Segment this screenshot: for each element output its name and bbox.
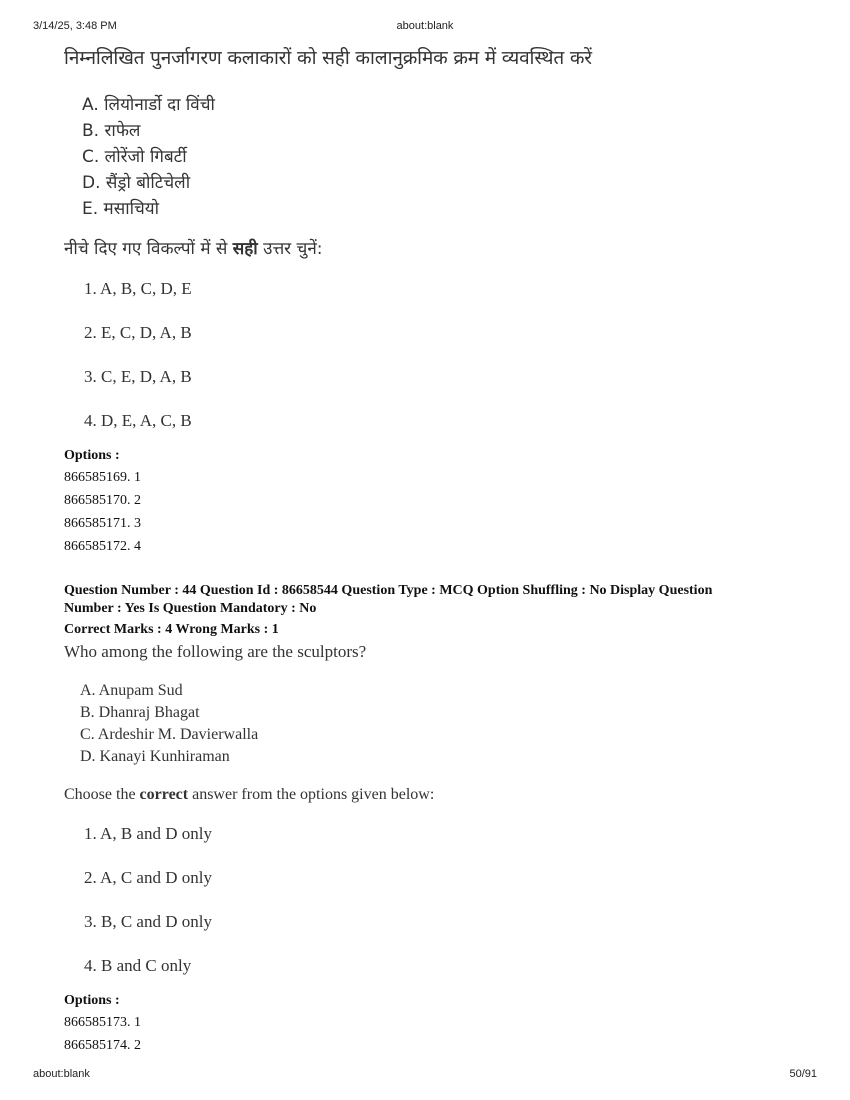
q2-meta-line: Number : Yes Is Question Mandatory : No [64, 601, 317, 616]
q1-answer-list [84, 269, 794, 445]
q2-statement: D. Kanayi Kunhiraman [80, 748, 230, 765]
q2-choose-bold: correct [139, 786, 189, 803]
q2-choose-prefix: Choose the [64, 786, 140, 803]
q2-answer: 3. B, C and D only [84, 912, 212, 931]
q1-statement: A. लियोनार्डो दा विंची [82, 95, 215, 115]
page-content [64, 38, 794, 1057]
q1-option: 866585169. 1 [64, 470, 141, 485]
q1-choose-bold: सही [232, 239, 258, 259]
q1-answer: 2. E, C, D, A, B [84, 323, 192, 342]
q1-answer: 4. D, E, A, C, B [84, 411, 192, 430]
q1-statement: C. लोरेंजो गिबर्टी [82, 147, 187, 167]
q1-answer: 3. C, E, D, A, B [84, 367, 192, 386]
q2-options-label: Options : [64, 993, 120, 1008]
q1-statement: D. सैंड्रो बोटिचेली [82, 173, 191, 193]
q2-answer: 4. B and C only [84, 956, 192, 975]
q1-statement: E. मसाचियो [82, 199, 160, 219]
q2-statement: A. Anupam Sud [80, 682, 183, 699]
q2-statement: C. Ardeshir M. Davierwalla [80, 726, 259, 743]
print-url: about:blank [396, 20, 454, 32]
page-number: 50/91 [789, 1068, 817, 1080]
q1-option: 866585170. 2 [64, 493, 141, 508]
print-datetime: 3/14/25, 3:48 PM [33, 20, 117, 32]
q1-title: निम्नलिखित पुनर्जागरण कलाकारों को सही कालानुक्रमिक क्रम में व्यवस्थित करें [64, 47, 592, 69]
q2-answer: 2. A, C and D only [84, 868, 212, 887]
q1-choose-suffix: उत्तर चुनें: [257, 239, 323, 259]
q2-statement: B. Dhanraj Bhagat [80, 704, 200, 721]
q2-option: 866585173. 1 [64, 1015, 141, 1030]
q1-statement-list [82, 92, 794, 222]
q2-choose-suffix: answer from the options given below: [188, 786, 435, 803]
q1-choose-instruction [64, 236, 794, 259]
q2-meta-line: Question Number : 44 Question Id : 86658544 Question Type : MCQ Option Shuffling : No Display Question [64, 583, 713, 598]
q2-statement-list [80, 680, 794, 768]
q1-option: 866585171. 3 [64, 516, 141, 531]
q2-marks: Correct Marks : 4 Wrong Marks : 1 [64, 622, 279, 637]
q2-title: Who among the following are the sculptors? [64, 642, 367, 661]
q2-answer: 1. A, B and D only [84, 824, 212, 843]
q1-statement: B. राफेल [82, 121, 141, 141]
q2-choose-instruction [64, 786, 794, 804]
q1-choose-prefix: नीचे दिए गए विकल्पों में से [64, 239, 233, 259]
q2-answer-list [84, 814, 794, 990]
q1-answer: 1. A, B, C, D, E [84, 279, 192, 298]
q1-options-label: Options : [64, 448, 120, 463]
q2-option: 866585174. 2 [64, 1038, 141, 1053]
footer-url: about:blank [33, 1068, 90, 1080]
q1-option: 866585172. 4 [64, 539, 141, 554]
